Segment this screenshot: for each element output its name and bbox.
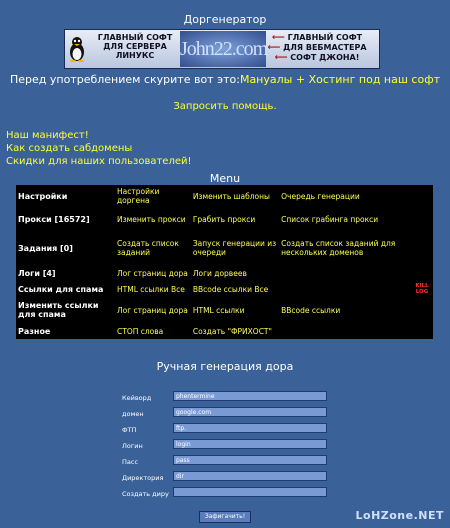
form-row-keyword xyxy=(122,390,332,406)
menu-row-label: Настройки xyxy=(18,191,68,201)
menu-row-label: Задания [0] xyxy=(18,243,73,253)
warning-text: Перед употреблением скурите вот это: xyxy=(9,73,240,86)
field-label: Создать диру xyxy=(122,490,169,498)
banner-logo: John22.com xyxy=(180,31,266,67)
kill-log-cell xyxy=(411,281,433,297)
menu-row-label: Ссылки для спама xyxy=(18,284,104,294)
submit-button[interactable]: Зафигачить! xyxy=(199,511,251,523)
menu-link[interactable]: Очередь генерации xyxy=(281,191,360,201)
menu-row-tasks xyxy=(16,231,433,265)
menu-link[interactable]: HTML ссылки Все xyxy=(117,284,185,294)
login-input[interactable]: login xyxy=(173,439,327,449)
menu-link[interactable]: BBcode ссылки Все xyxy=(192,284,269,294)
menu-link[interactable]: Логи дорвеев xyxy=(192,268,247,278)
field-label: Логин xyxy=(122,442,143,450)
discounts-link[interactable]: Скидки для наших пользователей! xyxy=(6,156,192,167)
form-row-login xyxy=(122,438,332,454)
menu-title: Menu xyxy=(209,172,241,185)
field-label: ФТП xyxy=(122,426,137,434)
create-dir-input[interactable] xyxy=(173,487,327,497)
menu-link[interactable]: Создать список заданий xyxy=(117,239,179,257)
menu-row-misc xyxy=(16,323,433,339)
arrow-left-icon: ⟵ xyxy=(271,33,285,43)
generation-form xyxy=(122,390,332,502)
form-row-directory xyxy=(122,470,332,486)
banner-left-text: ГЛАВНЫЙ СОФТ ДЛЯ СЕРВЕРА ЛИНУКС xyxy=(97,33,173,60)
warning-line xyxy=(0,73,450,86)
menu-link[interactable]: Список грабинга прокси xyxy=(281,214,379,224)
menu-link[interactable]: Создать список заданий для нескольких доменов xyxy=(281,239,396,257)
manuals-link[interactable]: Мануалы xyxy=(239,73,293,86)
domain-input[interactable]: google.com xyxy=(173,407,327,417)
menu-link[interactable]: Изменить прокси xyxy=(117,214,186,224)
kill-log-button[interactable]: KILL LOG xyxy=(415,283,429,295)
directory-input[interactable]: dir xyxy=(173,471,327,481)
menu-link[interactable]: HTML ссылки xyxy=(192,305,245,315)
info-links xyxy=(6,129,192,168)
menu-link[interactable]: Запуск генерации из очереди xyxy=(192,239,277,257)
arrow-left-icon: ⟵ xyxy=(274,53,288,63)
menu-link[interactable]: Лог страниц дора xyxy=(117,305,188,315)
menu-row-logs xyxy=(16,265,433,281)
menu-link[interactable]: Лог страниц дора xyxy=(117,268,188,278)
menu-link[interactable]: Изменить шаблоны xyxy=(192,191,270,201)
manifest-link[interactable]: Наш манифест! xyxy=(6,130,89,141)
menu-row-edit-spam-links xyxy=(16,297,433,323)
form-row-create-dir xyxy=(122,486,332,502)
field-label: домен xyxy=(122,410,144,418)
field-label: Директория xyxy=(122,474,164,482)
menu-row-label: Разное xyxy=(18,326,51,336)
menu-link[interactable]: Настройки доргена xyxy=(117,187,160,205)
penguin-icon xyxy=(69,36,85,62)
menu-link[interactable]: Грабить прокси xyxy=(192,214,256,224)
ftp-input[interactable]: ftp. xyxy=(173,423,327,433)
watermark: LoHZone.NET xyxy=(355,509,444,522)
menu-row-spam-links xyxy=(16,281,433,297)
hosting-link[interactable]: Хостинг под наш софт xyxy=(308,73,441,86)
menu-table xyxy=(16,185,433,339)
help-link[interactable]: Запросить помощь. xyxy=(173,101,277,112)
menu-row-label: Изменить ссылки для спама xyxy=(18,301,99,319)
subdomains-link[interactable]: Как создать сабдомены xyxy=(6,143,133,154)
menu-row-label: Логи [4] xyxy=(18,268,56,278)
menu-link[interactable]: СТОП слова xyxy=(117,326,164,336)
arrow-left-icon: ⟵ xyxy=(267,43,281,53)
generation-title: Ручная генерация дора xyxy=(156,360,294,373)
menu-row-settings xyxy=(16,185,433,207)
menu-link[interactable]: Создать "ФРИХОСТ" xyxy=(192,326,272,336)
form-row-ftp xyxy=(122,422,332,438)
password-input[interactable]: pass xyxy=(173,455,327,465)
field-label: Кейворд xyxy=(122,394,152,402)
page-title: Доргенератор xyxy=(183,13,267,26)
menu-row-label: Прокси [16572] xyxy=(18,214,90,224)
form-row-domain xyxy=(122,406,332,422)
warning-separator: + xyxy=(292,73,309,86)
keyword-input[interactable]: phentermine xyxy=(173,391,327,401)
menu-link[interactable]: BBcode ссылки xyxy=(281,305,341,315)
banner-right-text: ⟵ ГЛАВНЫЙ СОФТ ⟵ ДЛЯ ВЕБМАСТЕРА ⟵ СОФТ ДЖОНА! xyxy=(267,33,367,63)
form-row-pass xyxy=(122,454,332,470)
banner[interactable] xyxy=(64,29,380,69)
menu-row-proxy xyxy=(16,207,433,231)
field-label: Пасс xyxy=(122,458,139,466)
